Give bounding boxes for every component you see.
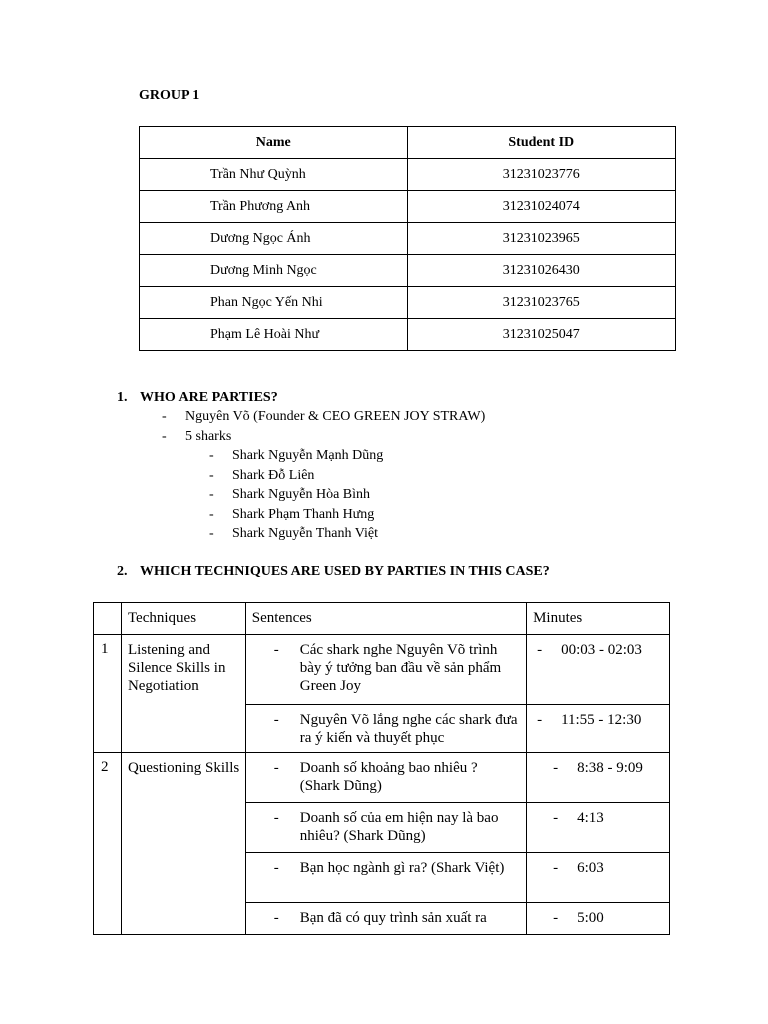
header-student-id: Student ID [407, 127, 675, 159]
table-row [140, 159, 676, 191]
technique-name: Listening and Silence Skills in Negotiation [121, 635, 245, 753]
parties-list [162, 407, 485, 446]
sentence-cell: - Bạn học ngành gì ra? (Shark Việt) [245, 853, 526, 903]
header-techniques: Techniques [121, 603, 245, 635]
member-name: Phan Ngọc Yến Nhi [140, 287, 408, 319]
sentence-text: Bạn học ngành gì ra? (Shark Việt) [299, 860, 505, 876]
sentence-cell: - Nguyên Võ lắng nghe các shark đưa ra ý kiến và thuyết phục [245, 705, 526, 753]
group-title: GROUP 1 [139, 88, 200, 103]
minutes-text: 4:13 [577, 810, 604, 826]
member-name: Trần Như Quỳnh [140, 159, 408, 191]
table-row [94, 635, 670, 705]
member-id: 31231024074 [407, 191, 675, 223]
member-name: Phạm Lê Hoài Như [140, 319, 408, 351]
section1-title: WHO ARE PARTIES? [140, 390, 278, 405]
minutes-cell: - 4:13 [527, 803, 670, 853]
member-id: 31231026430 [407, 255, 675, 287]
section2-title: WHICH TECHNIQUES ARE USED BY PARTIES IN THIS CASE? [140, 564, 550, 579]
minutes-text: 6:03 [577, 860, 604, 876]
member-id: 31231025047 [407, 319, 675, 351]
member-name: Dương Ngọc Ánh [140, 223, 408, 255]
table-row [140, 223, 676, 255]
list-item: - Nguyên Võ (Founder & CEO GREEN JOY STRAW) [162, 409, 486, 424]
sentence-text: Bạn đã có quy trình sản xuất ra [299, 910, 487, 926]
member-id: 31231023965 [407, 223, 675, 255]
sentence-text: Doanh số của em hiện nay là bao nhiêu? (Shark Dũng) [299, 810, 499, 844]
section2-heading [117, 564, 550, 580]
minutes-cell: - 5:00 [527, 903, 670, 935]
technique-number: 2 [94, 753, 122, 935]
member-name: Dương Minh Ngọc [140, 255, 408, 287]
list-item: - Shark Nguyễn Mạnh Dũng [209, 448, 384, 463]
section2-number: 2. [117, 564, 128, 579]
list-item: - Shark Đỗ Liên [209, 467, 315, 483]
techniques-table [93, 602, 670, 935]
members-table [139, 126, 676, 351]
minutes-text: 11:55 - 12:30 [561, 712, 642, 728]
table-row [140, 191, 676, 223]
section1-number: 1. [117, 390, 128, 405]
member-id: 31231023776 [407, 159, 675, 191]
header-sentences: Sentences [245, 603, 526, 635]
technique-name: Questioning Skills [121, 753, 245, 935]
techniques-table-header [94, 603, 670, 635]
members-table-header [140, 127, 676, 159]
sentence-text: Doanh số khoảng bao nhiêu ? (Shark Dũng) [299, 760, 478, 794]
minutes-cell: - 00:03 - 02:03 [527, 635, 670, 705]
sentence-cell: - Doanh số khoảng bao nhiêu ? (Shark Dũng) [245, 753, 526, 803]
table-row [140, 255, 676, 287]
sharks-list [209, 446, 383, 544]
minutes-text: 8:38 - 9:09 [577, 760, 643, 776]
list-item: - Shark Phạm Thanh Hưng [209, 506, 375, 522]
minutes-cell: - 6:03 [527, 853, 670, 903]
sentence-cell: - Doanh số của em hiện nay là bao nhiêu? (Shark Dũng) [245, 803, 526, 853]
minutes-cell: - 11:55 - 12:30 [527, 705, 670, 753]
section1-heading [117, 390, 278, 406]
member-name: Trần Phương Anh [140, 191, 408, 223]
header-name: Name [140, 127, 408, 159]
sentence-cell: - Bạn đã có quy trình sản xuất ra [245, 903, 526, 935]
table-row [140, 287, 676, 319]
table-row [94, 753, 670, 803]
minutes-text: 00:03 - 02:03 [561, 642, 642, 658]
list-item: - 5 sharks [162, 428, 232, 444]
technique-number: 1 [94, 635, 122, 753]
member-id: 31231023765 [407, 287, 675, 319]
header-minutes: Minutes [527, 603, 670, 635]
minutes-cell: - 8:38 - 9:09 [527, 753, 670, 803]
list-item: - Shark Nguyễn Hòa Bình [209, 487, 371, 502]
list-item: - Shark Nguyễn Thanh Việt [209, 526, 379, 541]
sentence-cell: - Các shark nghe Nguyên Võ trình bày ý tưởng ban đầu về sản phẩm Green Joy [245, 635, 526, 705]
header-number [94, 603, 122, 635]
sentence-text: Các shark nghe Nguyên Võ trình bày ý tưởng ban đầu về sản phẩm Green Joy [299, 642, 502, 694]
table-row [140, 319, 676, 351]
sentence-text: Nguyên Võ lắng nghe các shark đưa ra ý kiến và thuyết phục [299, 712, 518, 746]
minutes-text: 5:00 [577, 910, 604, 926]
